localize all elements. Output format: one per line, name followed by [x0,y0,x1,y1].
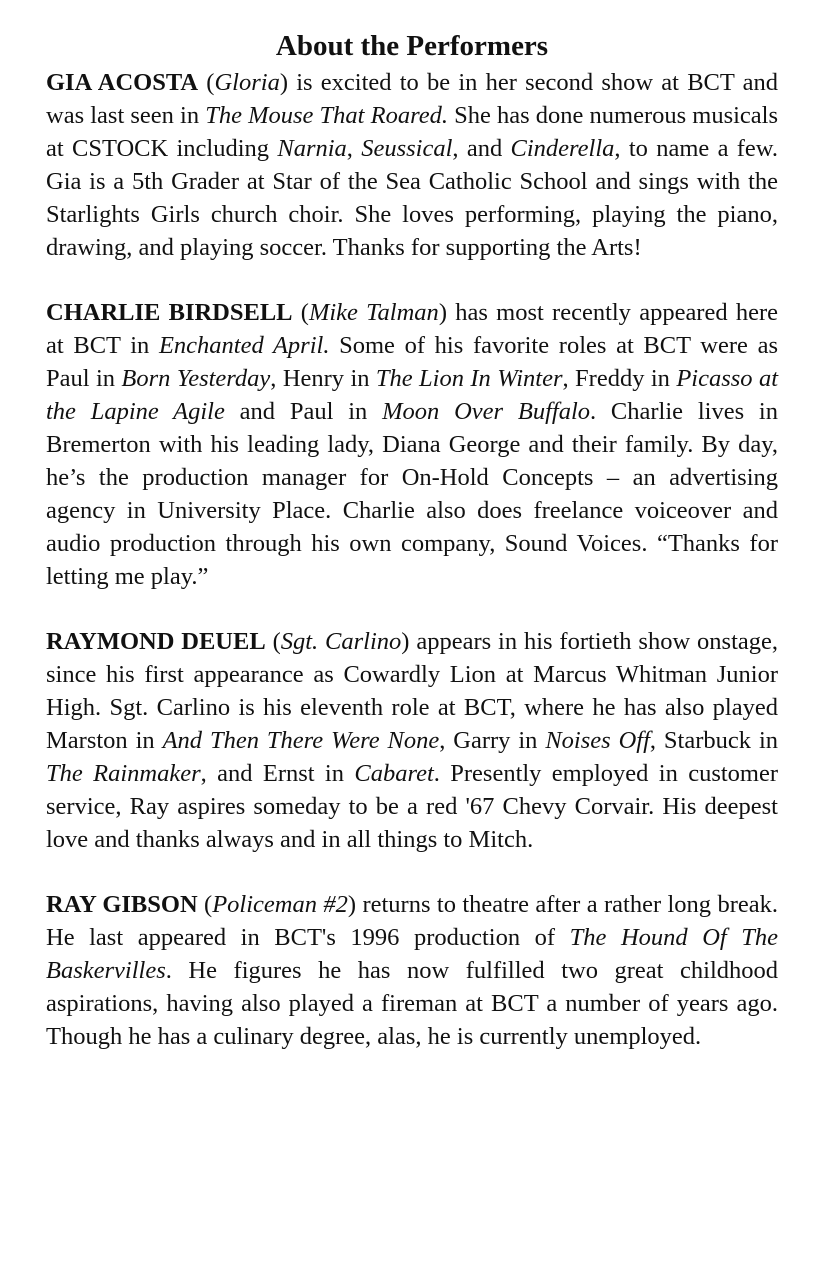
italic-title: Mike Talman [308,299,439,326]
bio-text: , and [452,135,511,162]
performer-bios [46,66,778,1053]
bio-text: ) appears in his fortieth show onstage, since his first appearance as Cowardly Lion at Marcus Whitman Junior High. Sgt. Carlino is his eleventh role at BCT, where he has also played Marston in [46,628,778,754]
italic-title: Cinderella [510,135,615,162]
italic-title: Moon Over Buffalo [382,398,590,425]
italic-title: The Mouse That Roared. [205,102,448,129]
program-page [46,28,778,1085]
performer-name: RAYMOND DEUEL [46,628,266,655]
bio-text: . Presently employed in customer service, Ray aspires someday to be a red '67 Chevy Corvair. His deepest love and thanks always and in all things to Mitch. [46,760,779,853]
bio-text: ( [197,891,213,918]
performer-bio [46,888,778,1053]
bio-text: . Charlie lives in Bremerton with his leading lady, Diana George and their family. By day, he’s the production manager for On-Hold Concepts – an advertising agency in University Place. Charlie also does freelance voiceover and audio production through his own company, Sound Voices. “Thanks for letting me play.” [46,398,778,590]
bio-text: . He figures he has now fulfilled two great childhood aspirations, having also played a fireman at BCT a number of years ago. Though he has a culinary degree, alas, he is currently unemployed. [46,957,778,1050]
bio-text: , and Ernst in [200,760,355,787]
bio-text: , Freddy in [562,365,677,392]
italic-title: The Lion In Winter [375,365,563,392]
bio-text: , Garry in [439,727,546,754]
bio-text: , Henry in [270,365,376,392]
italic-title: Gloria [214,69,280,96]
bio-text: , Starbuck in [649,727,779,754]
bio-text: Some of his favorite roles at BCT were as Paul in [46,332,778,392]
bio-text: She has done numerous musicals at CSTOCK including [46,102,779,162]
bio-text: , to name a few. Gia is a 5th Grader at Star of the Sea Catholic School and sings with the Starlights Girls church choir. She loves performing, playing the piano, drawing, and playing soccer. Thanks for supporting the Arts! [46,135,779,261]
italic-title: Picasso at the Lapine Agile [46,365,778,425]
italic-title: Narnia [277,135,347,162]
italic-title: Born Yesterday [121,365,271,392]
italic-title: Policeman #2 [212,891,348,918]
bio-text: ) returns to theatre after a rather long break. He last appeared in BCT's 1996 production of [46,891,778,951]
italic-title: Enchanted April. [158,332,330,359]
page-title: About the Performers [275,30,549,62]
italic-title: The Hound Of The Baskervilles [46,924,778,984]
bio-text: and Paul in [224,398,383,425]
bio-text: ) is excited to be in her second show at BCT and was last seen in [46,69,779,129]
italic-title: Seussical [361,135,453,162]
performer-name: CHARLIE BIRDSELL [46,299,293,326]
performer-bio [46,625,778,856]
bio-text: ( [265,628,281,655]
italic-title: Cabaret [354,760,434,787]
bio-text: , [346,135,362,162]
italic-title: Noises Off [545,727,650,754]
italic-title: The Rainmaker [46,760,201,787]
bio-text: ) has most recently appeared here at BCT in [46,299,779,359]
bio-text: ( [198,69,215,96]
performer-name: RAY GIBSON [46,891,198,918]
performer-bio [46,296,778,593]
bio-text: ( [292,299,309,326]
italic-title: And Then There Were None [162,727,440,754]
italic-title: Sgt. Carlino [280,628,402,655]
performer-name: GIA ACOSTA [46,69,199,96]
performer-bio [46,66,778,264]
